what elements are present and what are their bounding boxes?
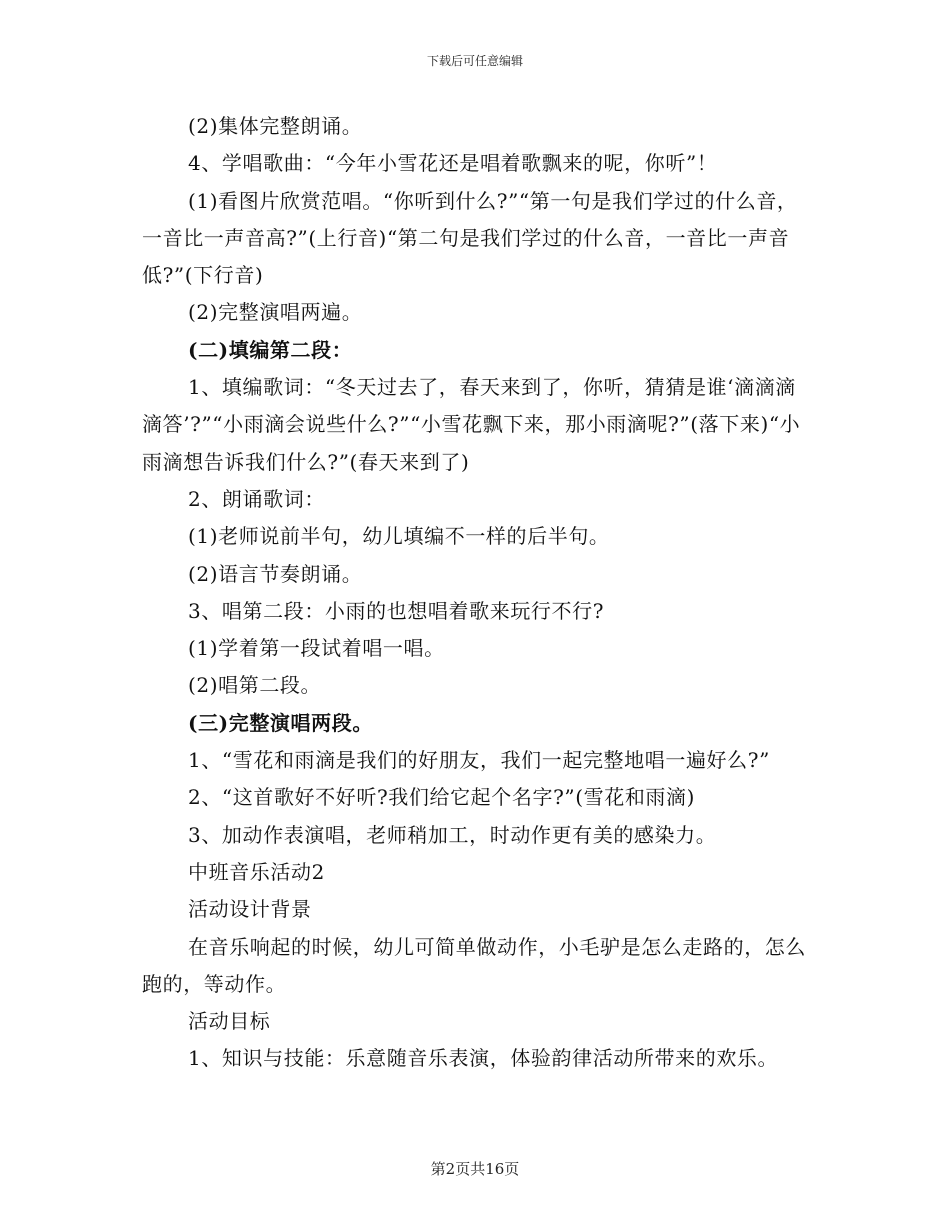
paragraph: (1)学着第一段试着唱一唱。 — [188, 636, 445, 661]
section-heading: (三)完整演唱两段。 — [188, 710, 373, 735]
document-body — [142, 108, 810, 1078]
paragraph: (2)完整演唱两遍。 — [188, 300, 363, 325]
paragraph: (1)老师说前半句，幼儿填编不一样的后半句。 — [188, 524, 610, 549]
paragraph: (1)看图片欣赏范唱。“你听到什么?”“第一句是我们学过的什么音，一音比一声音高?”(上行音)“第二句是我们学过的什么音，一音比一声音低?”(下行音) — [142, 188, 798, 288]
page-header: 下载后可任意编辑 — [426, 54, 523, 68]
paragraph: 在音乐响起的时候，幼儿可简单做动作，小毛驴是怎么走路的，怎么跑的，等动作。 — [142, 934, 806, 996]
paragraph: (2)语言节奏朗诵。 — [188, 561, 363, 586]
paragraph: 3、唱第二段：小雨的也想唱着歌来玩行不行? — [188, 598, 605, 623]
paragraph: 1、填编歌词：“冬天过去了，春天来到了，你听，猜猜是谁‘滴滴滴滴答’?”“小雨滴会说些什么?”“小雪花飘下来，那小雨滴呢?”(落下来)“小雨滴想告诉我们什么?”(春天来到了) — [142, 375, 801, 474]
paragraph: 2、“这首歌好不好听?我们给它起个名字?”(雪花和雨滴) — [188, 785, 696, 810]
paragraph: 4、学唱歌曲：“今年小雪花还是唱着歌飘来的呢，你听”！ — [188, 151, 718, 176]
paragraph: 1、知识与技能：乐意随音乐表演，体验韵律活动所带来的欢乐。 — [188, 1046, 779, 1071]
paragraph: 3、加动作表演唱，老师稍加工，时动作更有美的感染力。 — [188, 822, 717, 847]
paragraph: (2)唱第二段。 — [188, 673, 322, 698]
subsection-title: 活动设计背景 — [188, 897, 312, 922]
paragraph: (2)集体完整朗诵。 — [188, 114, 363, 138]
section-title: 中班音乐活动2 — [188, 859, 325, 884]
subsection-title: 活动目标 — [188, 1009, 271, 1034]
paragraph: 2、朗诵歌词： — [188, 486, 325, 511]
page-footer: 第2页共16页 — [430, 1160, 520, 1178]
paragraph: 1、“雪花和雨滴是我们的好朋友，我们一起完整地唱一遍好么?” — [188, 748, 770, 773]
section-heading: (二)填编第二段： — [188, 337, 353, 362]
